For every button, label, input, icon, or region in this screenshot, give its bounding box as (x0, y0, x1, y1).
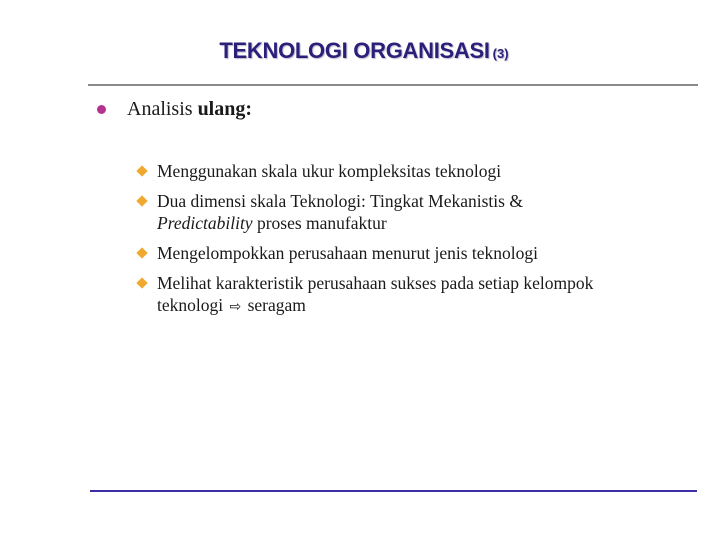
top-divider (88, 84, 698, 86)
main-bullet-text (127, 98, 252, 121)
slide-title (0, 38, 728, 64)
right-arrow-icon: ⇨ (229, 299, 242, 315)
sub-bullet-line1: Dua dimensi skala Teknologi: Tingkat Mekanistis & (157, 191, 523, 211)
sub-bullet-text (157, 190, 523, 234)
title-text: TEKNOLOGI ORGANISASI (219, 38, 490, 63)
sub-bullet-text (157, 272, 593, 318)
sub-bullet-line2: proses manufaktur (256, 213, 387, 233)
main-bullet-bold: ulang: (197, 98, 253, 120)
diamond-bullet-icon (136, 247, 147, 258)
sub-bullet-line2-pre: teknologi (157, 295, 224, 315)
diamond-bullet-icon (136, 165, 147, 176)
sub-bullet-text: Menggunakan skala ukur kompleksitas teknologi (157, 161, 502, 181)
sub-bullet-italic: Predictability (157, 213, 253, 233)
diamond-bullet-icon (136, 277, 147, 288)
diamond-bullet-icon (136, 195, 147, 206)
title-number: (3) (492, 46, 509, 61)
main-bullet-lead: Analisis (127, 98, 193, 120)
sub-bullet-line2-post: seragam (247, 295, 306, 315)
sub-bullet-line1: Melihat karakteristik perusahaan sukses pada setiap kelompok (157, 273, 594, 293)
bottom-divider (90, 490, 697, 492)
bullet-dot-icon (97, 105, 106, 114)
sub-bullet-text: Mengelompokkan perusahaan menurut jenis teknologi (157, 243, 539, 263)
